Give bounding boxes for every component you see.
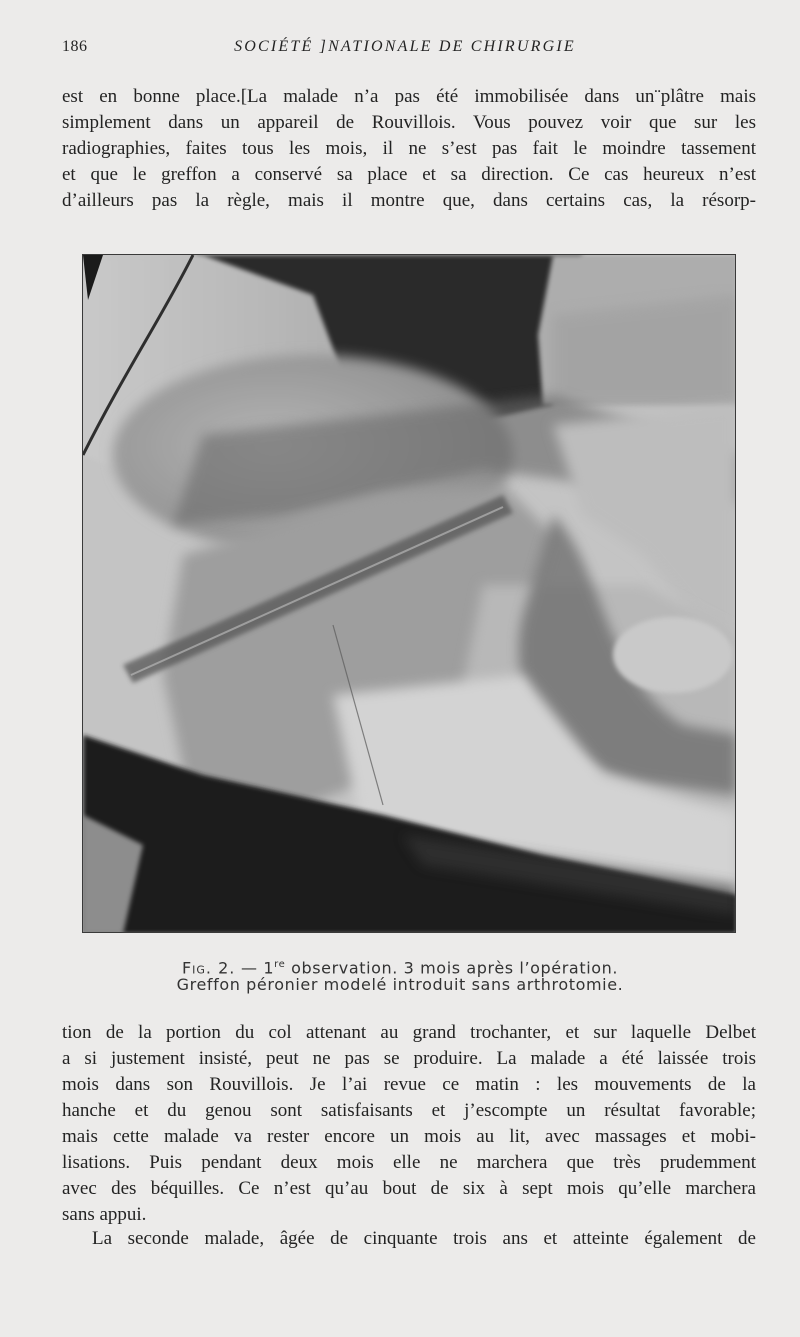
text-line: et que le greffon a conservé sa place et sa direction. Ce cas heureux n’est <box>62 164 756 185</box>
figure-label: Fig. 2. <box>181 958 236 978</box>
text-line: simplement dans un appareil de Rouvillois. Vous pouvez voir que sur les <box>62 112 756 133</box>
text-line: a si justement insisté, peut ne pas se produire. La malade a été laissée trois <box>62 1048 756 1069</box>
caption-ordinal: 1 <box>263 958 275 978</box>
text-line: est en bonne place.[La malade n’a pas été immobilisée dans un¨plâtre mais <box>62 86 756 107</box>
radiograph-image <box>83 255 736 933</box>
text-line: sans appui. <box>62 1204 147 1225</box>
text-line: d’ailleurs pas la règle, mais il montre que, dans certains cas, la résorp- <box>62 190 756 211</box>
page-number: 186 <box>62 38 88 55</box>
figure-caption-line1 <box>0 955 800 977</box>
text-line: mais cette malade va rester encore un mois au lit, avec massages et mobi- <box>62 1126 756 1147</box>
text-line: avec des béquilles. Ce n’est qu’au bout de six à sept mois qu’elle marchera <box>62 1178 756 1199</box>
text-line: radiographies, faites tous les mois, il ne s’est pas fait le moindre tassement <box>62 138 756 159</box>
text-line: lisations. Puis pendant deux mois elle ne marchera que très prudemment <box>62 1152 756 1173</box>
text-line: hanche et du genou sont satisfaisants et j’escompte un résultat favorable; <box>62 1100 756 1121</box>
caption-ordinal-sup: re <box>274 959 286 970</box>
caption-line1-text: observation. 3 mois après l’opération. <box>291 958 619 978</box>
text-line: mois dans son Rouvillois. Je l’ai revue ce matin : les mouvements de la <box>62 1074 756 1095</box>
text-line: tion de la portion du col attenant au grand trochanter, et sur laquelle Delbet <box>62 1022 756 1043</box>
running-head: SOCIÉTÉ ]NATIONALE DE CHIRURGIE <box>234 38 576 55</box>
caption-dash: — <box>241 958 258 978</box>
radiograph-figure <box>82 254 736 933</box>
figure-caption-line2: Greffon péronier modelé introduit sans arthrotomie. <box>176 975 624 994</box>
paragraph-next-line: La seconde malade, âgée de cinquante trois ans et atteinte également de <box>92 1228 756 1249</box>
